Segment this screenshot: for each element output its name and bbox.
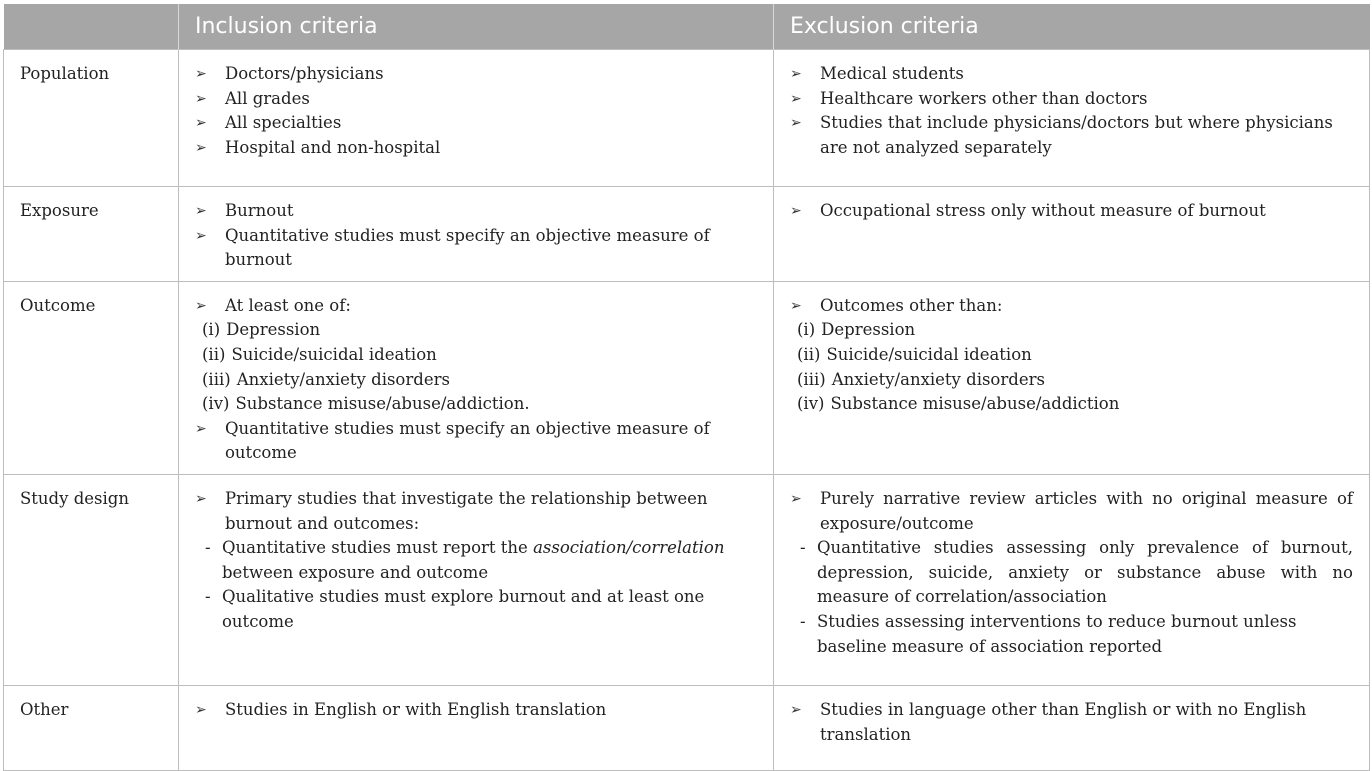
list-item: ➢ Quantitative studies must specify an objective measure of burnout <box>195 225 710 270</box>
row-outcome <box>4 281 1370 474</box>
row-label-exposure: Exposure <box>4 187 179 282</box>
cell-design-inclusion <box>179 474 774 685</box>
list-item: ➢ Outcomes other than: <box>790 294 1353 319</box>
cell-exposure-exclusion <box>774 187 1370 282</box>
numbered-item: (i) Depression <box>797 320 916 340</box>
row-label-population: Population <box>4 50 179 187</box>
arrow-bullet-icon: ➢ <box>790 203 802 219</box>
numbered-item: (ii) Suicide/suicidal ideation <box>202 344 437 364</box>
cell-other-inclusion <box>179 685 774 770</box>
arrow-bullet-icon: ➢ <box>195 203 207 219</box>
arrow-bullet-icon: ➢ <box>790 90 802 107</box>
dash-item: - Qualitative studies must explore burnout and at least one outcome <box>205 587 705 631</box>
arrow-bullet-icon: ➢ <box>195 227 207 244</box>
list-item: ➢ Occupational stress only without measure of burnout <box>790 199 1353 224</box>
arrow-bullet-icon: ➢ <box>195 90 207 107</box>
header-row <box>4 4 1370 50</box>
arrow-bullet-icon: ➢ <box>195 490 207 507</box>
arrow-bullet-icon: ➢ <box>195 66 207 82</box>
list-item: ➢ Studies in English or with English translation <box>195 698 757 723</box>
dash-item: - Quantitative studies must report the association/correlation between exposure and outcome <box>205 538 725 582</box>
dash-item: - Quantitative studies assessing only prevalence of burnout, depression, suicide, anxiety or substance abuse with no measure of correlation/association <box>800 538 1353 607</box>
cell-outcome-exclusion <box>774 281 1370 474</box>
arrow-bullet-icon: ➢ <box>195 420 207 437</box>
row-population <box>4 50 1370 187</box>
arrow-bullet-icon: ➢ <box>790 66 802 82</box>
arrow-bullet-icon: ➢ <box>790 115 802 132</box>
list-item: ➢ All specialties <box>195 111 757 136</box>
numbered-item: (ii) Suicide/suicidal ideation <box>797 344 1032 364</box>
row-exposure <box>4 187 1370 282</box>
numbered-item: (iv) Substance misuse/abuse/addiction. <box>202 394 530 414</box>
list-item: ➢ Studies that include physicians/doctors but where physicians are not analyzed separately <box>790 113 1333 157</box>
cell-design-exclusion <box>774 474 1370 685</box>
arrow-bullet-icon: ➢ <box>790 297 802 314</box>
row-label-other: Other <box>4 685 179 770</box>
list-item: ➢ Medical students <box>790 62 1353 87</box>
cell-other-exclusion <box>774 685 1370 770</box>
arrow-bullet-icon: ➢ <box>790 701 802 718</box>
arrow-bullet-icon: ➢ <box>195 115 207 132</box>
cell-outcome-inclusion <box>179 281 774 474</box>
row-label-outcome: Outcome <box>4 281 179 474</box>
arrow-bullet-icon: ➢ <box>790 490 802 507</box>
header-inclusion: Inclusion criteria <box>179 4 774 50</box>
list-item: ➢ Burnout <box>195 199 757 224</box>
list-item: ➢ Studies in language other than English or with no English translation <box>790 699 1307 744</box>
arrow-bullet-icon: ➢ <box>195 701 207 718</box>
row-label-study-design: Study design <box>4 474 179 685</box>
header-blank <box>4 4 179 50</box>
criteria-table <box>3 4 1370 771</box>
arrow-bullet-icon: ➢ <box>195 139 207 156</box>
header-exclusion: Exclusion criteria <box>774 4 1370 50</box>
cell-population-inclusion <box>179 50 774 187</box>
list-item: ➢ Quantitative studies must specify an objective measure of outcome <box>195 418 710 463</box>
numbered-item: (iii) Anxiety/anxiety disorders <box>797 369 1045 389</box>
list-item: ➢ Purely narrative review articles with no original measure of exposure/outcome <box>790 488 1353 533</box>
cell-exposure-inclusion <box>179 187 774 282</box>
list-item: ➢ Primary studies that investigate the relationship between burnout and outcomes: <box>195 488 708 533</box>
list-item: ➢ At least one of: <box>195 294 757 319</box>
list-item: ➢ Doctors/physicians <box>195 62 757 87</box>
list-item: ➢ Hospital and non-hospital <box>195 136 757 161</box>
numbered-item: (i) Depression <box>202 320 321 340</box>
numbered-item: (iv) Substance misuse/abuse/addiction <box>797 394 1120 414</box>
criteria-table-container <box>3 4 1369 744</box>
row-other <box>4 685 1370 770</box>
row-study-design <box>4 474 1370 685</box>
arrow-bullet-icon: ➢ <box>195 297 207 314</box>
numbered-item: (iii) Anxiety/anxiety disorders <box>202 369 450 389</box>
cell-population-exclusion <box>774 50 1370 187</box>
list-item: ➢ Healthcare workers other than doctors <box>790 87 1353 112</box>
dash-item: - Studies assessing interventions to reduce burnout unless baseline measure of association reported <box>800 611 1297 656</box>
list-item: ➢ All grades <box>195 87 757 112</box>
